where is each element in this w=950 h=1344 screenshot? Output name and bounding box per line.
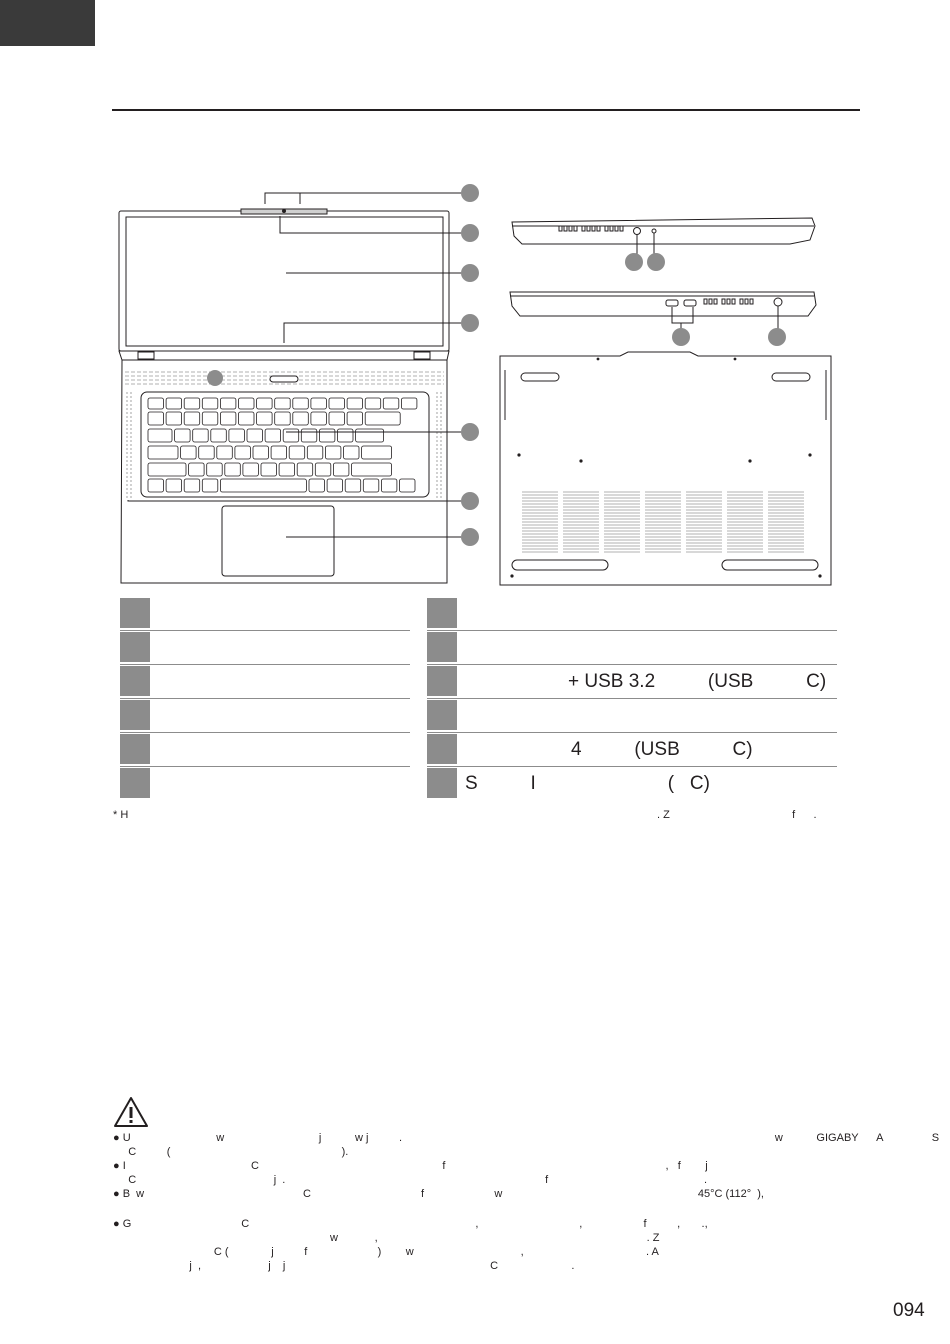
keyboard-key: [400, 479, 416, 492]
keyboard-key: [301, 429, 317, 442]
keyboard-key: [202, 479, 218, 492]
keyboard-key: [148, 463, 186, 476]
warning-line: C j . f .: [113, 1174, 708, 1186]
legend-number-box: [120, 632, 150, 662]
keyboard-key: [239, 412, 255, 425]
keyboard-key: [311, 412, 327, 425]
keyboard-key: [229, 429, 245, 442]
keyboard-key: [271, 446, 287, 459]
keyboard-key: [275, 412, 291, 425]
keyboard-key: [220, 479, 306, 492]
vent-slot: [587, 226, 590, 231]
keyboard-key: [148, 398, 164, 409]
vent-slot: [727, 299, 730, 304]
keyboard-key: [293, 398, 309, 409]
vent-slot: [574, 226, 577, 231]
legend-divider: [120, 698, 410, 699]
keyboard-key: [257, 412, 273, 425]
laptop-side-view-right: [512, 218, 815, 244]
keyboard-key: [193, 429, 209, 442]
keyboard-key: [325, 446, 341, 459]
legend-number-box: [120, 734, 150, 764]
vent-slot: [592, 226, 595, 231]
keyboard-key: [275, 398, 291, 409]
legend-divider: [120, 732, 410, 733]
warning-line: ● I C f , f j: [113, 1160, 708, 1172]
keyboard-key: [239, 398, 255, 409]
keyboard-key: [381, 479, 397, 492]
vent-slot: [597, 226, 600, 231]
vent-slot: [745, 299, 748, 304]
vent-slot: [559, 226, 562, 231]
keyboard-key: [356, 429, 384, 442]
keyboard-key: [175, 429, 191, 442]
keyboard-key: [253, 446, 269, 459]
keyboard-key: [257, 398, 273, 409]
keyboard-key: [383, 398, 399, 409]
warning-line: C ( j f ) w , . A: [113, 1246, 659, 1258]
legend-number-box: [427, 734, 457, 764]
vent-slot: [732, 299, 735, 304]
keyboard-key: [329, 398, 345, 409]
keyboard-key: [311, 398, 327, 409]
vent-slot: [610, 226, 613, 231]
keyboard-key: [365, 398, 381, 409]
keyboard-key: [352, 463, 392, 476]
page-number: 094: [893, 1300, 925, 1321]
legend-number-box: [120, 768, 150, 798]
vent-slot: [740, 299, 743, 304]
legend-number-box: [120, 598, 150, 628]
keyboard-key: [148, 446, 178, 459]
warning-line: j , j j C .: [113, 1260, 575, 1272]
vent-slot: [582, 226, 585, 231]
keyboard-key: [220, 412, 236, 425]
vent-slot: [615, 226, 618, 231]
keyboard-key: [401, 398, 417, 409]
keyboard-key: [184, 412, 200, 425]
keyboard-key: [344, 446, 360, 459]
keyboard-key: [347, 412, 363, 425]
legend-label-usb-c: 4 (USB C): [571, 739, 753, 760]
keyboard-key: [365, 412, 400, 425]
legend-number-box: [120, 666, 150, 696]
vent-slot: [709, 299, 712, 304]
laptop-bottom-view: [500, 352, 831, 585]
laptop-top-view: [119, 209, 449, 583]
legend-divider: [427, 732, 837, 733]
warning-line: ● U w j w j . w GIGABY A S: [113, 1132, 940, 1144]
keyboard-key: [211, 429, 227, 442]
laptop-illustration: [0, 0, 950, 600]
keyboard-key: [148, 479, 164, 492]
keyboard-key: [319, 429, 335, 442]
warning-line: w , . Z: [113, 1232, 660, 1244]
vent-slot: [569, 226, 572, 231]
keyboard-key: [243, 463, 259, 476]
vent-slot: [620, 226, 623, 231]
keyboard-key: [199, 446, 215, 459]
keyboard-key: [148, 429, 172, 442]
legend-number-box: [427, 768, 457, 798]
warning-line: ● B w C f w 45°C (112° ),: [113, 1188, 764, 1200]
legend-label-usb-c-combo: + USB 3.2 (USB C): [568, 671, 827, 692]
laptop-side-view-left: [510, 292, 816, 316]
keyboard-key: [362, 446, 392, 459]
keyboard-key: [225, 463, 241, 476]
keyboard-key: [166, 412, 182, 425]
keyboard-key: [289, 446, 305, 459]
keyboard-key: [181, 446, 197, 459]
keyboard-key: [184, 479, 200, 492]
keyboard-key: [329, 412, 345, 425]
legend-number-box: [120, 700, 150, 730]
legend-divider: [427, 698, 837, 699]
keyboard-key: [235, 446, 251, 459]
keyboard-key: [166, 398, 182, 409]
keyboard-key: [247, 429, 263, 442]
keyboard-key: [315, 463, 331, 476]
footnote: * H . Z f .: [113, 809, 817, 821]
keyboard-key: [265, 429, 281, 442]
vent-slot: [750, 299, 753, 304]
legend-number-box: [427, 700, 457, 730]
legend-divider: [427, 664, 837, 665]
keyboard-key: [279, 463, 295, 476]
keyboard-key: [202, 412, 218, 425]
vent-slot: [605, 226, 608, 231]
keyboard-key: [345, 479, 361, 492]
keyboard-key: [148, 412, 164, 425]
keyboard-key: [217, 446, 233, 459]
vent-slot: [564, 226, 567, 231]
keyboard-key: [327, 479, 343, 492]
legend-label-slot: S I ( C): [465, 773, 710, 794]
warning-line: ● G C , , f , .,: [113, 1218, 708, 1230]
keyboard-key: [189, 463, 205, 476]
warning-line: C ( ).: [113, 1146, 349, 1158]
keyboard-key: [297, 463, 313, 476]
keyboard-key: [207, 463, 223, 476]
legend-divider: [427, 630, 837, 631]
keyboard-key: [333, 463, 349, 476]
keyboard-key: [307, 446, 323, 459]
vent-slot: [704, 299, 707, 304]
legend-number-box: [427, 632, 457, 662]
vent-slot: [722, 299, 725, 304]
warning-icon: [113, 1096, 149, 1128]
keyboard-key: [347, 398, 363, 409]
legend-number-box: [427, 666, 457, 696]
keyboard-key: [338, 429, 354, 442]
keyboard-key: [363, 479, 379, 492]
legend-divider: [120, 766, 410, 767]
legend-divider: [427, 766, 837, 767]
keyboard-key: [220, 398, 236, 409]
legend-number-box: [427, 598, 457, 628]
vent-slot: [714, 299, 717, 304]
legend-divider: [120, 630, 410, 631]
keyboard-key: [283, 429, 299, 442]
keyboard-key: [166, 479, 182, 492]
keyboard-key: [293, 412, 309, 425]
keyboard-key: [261, 463, 277, 476]
keyboard-key: [184, 398, 200, 409]
legend-divider: [120, 664, 410, 665]
keyboard-key: [309, 479, 325, 492]
keyboard-key: [202, 398, 218, 409]
